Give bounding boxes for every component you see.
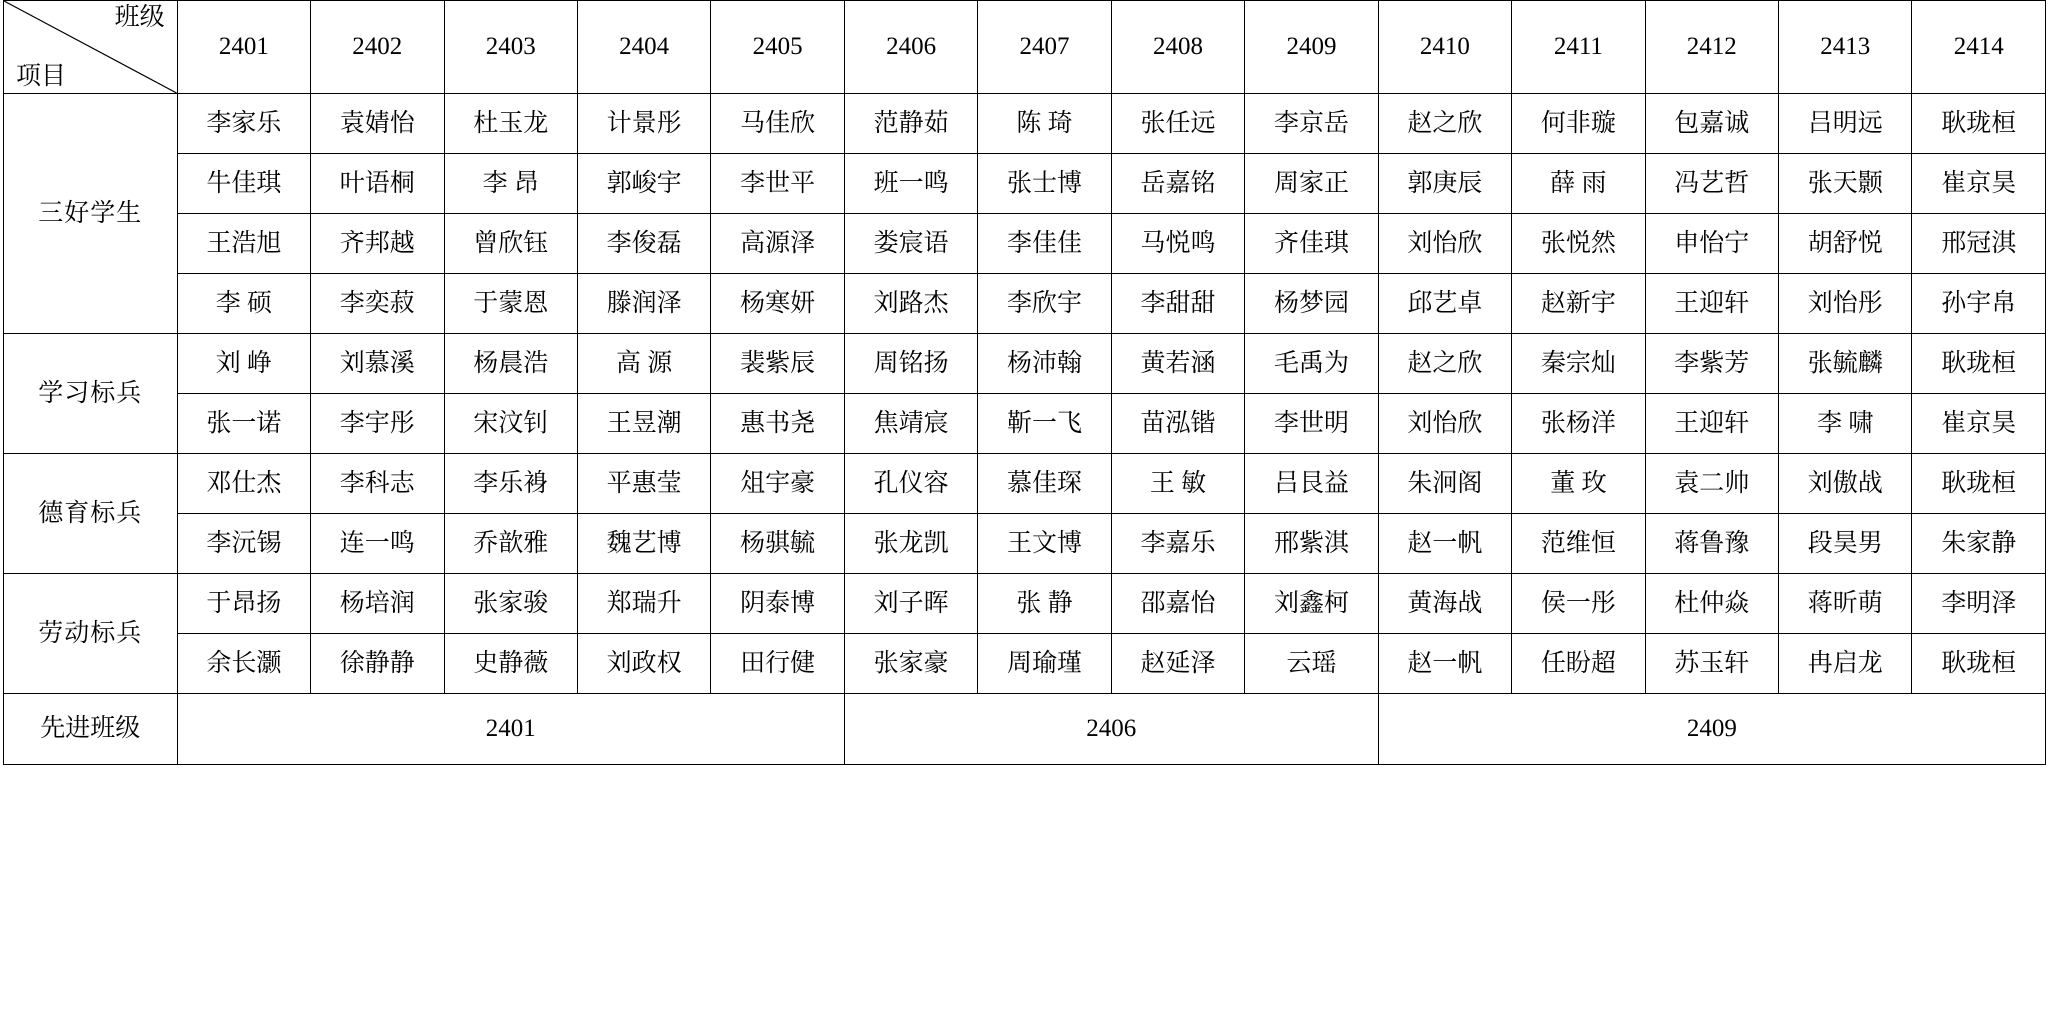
student-name-cell: 马悦鸣 — [1111, 214, 1244, 274]
student-name-cell: 薛 雨 — [1512, 154, 1645, 214]
student-name-cell: 杜仲焱 — [1645, 574, 1778, 634]
student-name-cell: 范静茹 — [844, 94, 977, 154]
student-name-cell: 耿珑桓 — [1912, 94, 2046, 154]
table-row — [4, 394, 2046, 454]
student-name-cell: 王 敏 — [1111, 454, 1244, 514]
student-name-cell: 段昊男 — [1779, 514, 1912, 574]
class-header-2413: 2413 — [1779, 1, 1912, 94]
advanced-class-value-1: 2406 — [844, 694, 1378, 765]
student-name-cell: 朱泂阁 — [1378, 454, 1511, 514]
advanced-class-label: 先进班级 — [4, 694, 178, 765]
student-name-cell: 杨晨浩 — [444, 334, 577, 394]
student-name-cell: 赵之欣 — [1378, 334, 1511, 394]
student-name-cell: 耿珑桓 — [1912, 634, 2046, 694]
student-name-cell: 娄宸语 — [844, 214, 977, 274]
advanced-class-value-2: 2409 — [1378, 694, 2045, 765]
student-name-cell: 张龙凯 — [844, 514, 977, 574]
student-name-cell: 叶语桐 — [311, 154, 444, 214]
student-name-cell: 刘慕溪 — [311, 334, 444, 394]
student-name-cell: 赵延泽 — [1111, 634, 1244, 694]
corner-class-label: 班级 — [114, 4, 165, 31]
student-name-cell: 史静薇 — [444, 634, 577, 694]
student-name-cell: 申怡宁 — [1645, 214, 1778, 274]
student-name-cell: 赵之欣 — [1378, 94, 1511, 154]
class-header-2410: 2410 — [1378, 1, 1511, 94]
student-name-cell: 赵新宇 — [1512, 274, 1645, 334]
student-name-cell: 张毓麟 — [1779, 334, 1912, 394]
student-name-cell: 苏玉轩 — [1645, 634, 1778, 694]
class-header-2407: 2407 — [978, 1, 1111, 94]
student-name-cell: 冯艺哲 — [1645, 154, 1778, 214]
student-name-cell: 耿珑桓 — [1912, 454, 2046, 514]
student-name-cell: 马佳欣 — [711, 94, 844, 154]
student-name-cell: 王昱潮 — [577, 394, 710, 454]
class-header-2404: 2404 — [577, 1, 710, 94]
student-name-cell: 蒋昕萌 — [1779, 574, 1912, 634]
corner-item-label: 项目 — [16, 62, 67, 90]
category-label-0: 三好学生 — [4, 94, 178, 334]
student-name-cell: 李紫芳 — [1645, 334, 1778, 394]
student-name-cell: 乔歆雅 — [444, 514, 577, 574]
table-row — [4, 574, 2046, 634]
table-row — [4, 634, 2046, 694]
class-header-2412: 2412 — [1645, 1, 1778, 94]
student-name-cell: 蒋鲁豫 — [1645, 514, 1778, 574]
student-name-cell: 崔京昊 — [1912, 394, 2046, 454]
student-name-cell: 曾欣钰 — [444, 214, 577, 274]
student-name-cell: 徐静静 — [311, 634, 444, 694]
table-header-row — [4, 1, 2046, 94]
table-row — [4, 94, 2046, 154]
student-name-cell: 黄海战 — [1378, 574, 1511, 634]
student-name-cell: 李世平 — [711, 154, 844, 214]
student-name-cell: 张士博 — [978, 154, 1111, 214]
student-name-cell: 孔仪容 — [844, 454, 977, 514]
student-name-cell: 李宇彤 — [311, 394, 444, 454]
table-row — [4, 214, 2046, 274]
student-name-cell: 杨培润 — [311, 574, 444, 634]
student-name-cell: 齐邦越 — [311, 214, 444, 274]
student-name-cell: 焦靖宸 — [844, 394, 977, 454]
student-name-cell: 吕明远 — [1779, 94, 1912, 154]
student-name-cell: 李 啸 — [1779, 394, 1912, 454]
student-name-cell: 范维恒 — [1512, 514, 1645, 574]
advanced-class-row — [4, 694, 2046, 765]
student-name-cell: 靳一飞 — [978, 394, 1111, 454]
student-name-cell: 李 昂 — [444, 154, 577, 214]
student-name-cell: 王浩旭 — [177, 214, 310, 274]
class-header-2414: 2414 — [1912, 1, 2046, 94]
class-header-2403: 2403 — [444, 1, 577, 94]
student-name-cell: 李明泽 — [1912, 574, 2046, 634]
student-name-cell: 田行健 — [711, 634, 844, 694]
student-name-cell: 杨骐毓 — [711, 514, 844, 574]
student-name-cell: 秦宗灿 — [1512, 334, 1645, 394]
student-name-cell: 李乐裑 — [444, 454, 577, 514]
student-name-cell: 俎宇豪 — [711, 454, 844, 514]
student-name-cell: 张 静 — [978, 574, 1111, 634]
student-name-cell: 李甜甜 — [1111, 274, 1244, 334]
class-header-2401: 2401 — [177, 1, 310, 94]
student-name-cell: 郑瑞升 — [577, 574, 710, 634]
student-name-cell: 裴紫辰 — [711, 334, 844, 394]
student-name-cell: 张一诺 — [177, 394, 310, 454]
student-name-cell: 平惠莹 — [577, 454, 710, 514]
student-name-cell: 刘路杰 — [844, 274, 977, 334]
student-name-cell: 滕润泽 — [577, 274, 710, 334]
table-row — [4, 514, 2046, 574]
student-name-cell: 陈 琦 — [978, 94, 1111, 154]
student-name-cell: 邢冠淇 — [1912, 214, 2046, 274]
category-label-3: 劳动标兵 — [4, 574, 178, 694]
student-name-cell: 王迎轩 — [1645, 274, 1778, 334]
student-name-cell: 张家豪 — [844, 634, 977, 694]
student-name-cell: 胡舒悦 — [1779, 214, 1912, 274]
student-name-cell: 杨沛翰 — [978, 334, 1111, 394]
student-name-cell: 侯一彤 — [1512, 574, 1645, 634]
student-name-cell: 李 硕 — [177, 274, 310, 334]
student-name-cell: 李家乐 — [177, 94, 310, 154]
student-name-cell: 赵一帆 — [1378, 634, 1511, 694]
student-name-cell: 李沅锡 — [177, 514, 310, 574]
student-name-cell: 李欣宇 — [978, 274, 1111, 334]
student-name-cell: 李嘉乐 — [1111, 514, 1244, 574]
class-header-2408: 2408 — [1111, 1, 1244, 94]
student-name-cell: 毛禹为 — [1245, 334, 1378, 394]
student-name-cell: 袁二帅 — [1645, 454, 1778, 514]
student-name-cell: 李京岳 — [1245, 94, 1378, 154]
student-name-cell: 刘政权 — [577, 634, 710, 694]
student-name-cell: 孙宇帛 — [1912, 274, 2046, 334]
student-name-cell: 计景彤 — [577, 94, 710, 154]
student-name-cell: 包嘉诚 — [1645, 94, 1778, 154]
category-label-1: 学习标兵 — [4, 334, 178, 454]
student-name-cell: 耿珑桓 — [1912, 334, 2046, 394]
student-name-cell: 任盼超 — [1512, 634, 1645, 694]
student-name-cell: 周瑜瑾 — [978, 634, 1111, 694]
student-name-cell: 阴泰博 — [711, 574, 844, 634]
student-name-cell: 齐佳琪 — [1245, 214, 1378, 274]
student-name-cell: 黄若涵 — [1111, 334, 1244, 394]
student-name-cell: 邢紫淇 — [1245, 514, 1378, 574]
student-name-cell: 宋汶钊 — [444, 394, 577, 454]
class-header-2409: 2409 — [1245, 1, 1378, 94]
student-name-cell: 邵嘉怡 — [1111, 574, 1244, 634]
student-name-cell: 云瑶 — [1245, 634, 1378, 694]
student-name-cell: 周家正 — [1245, 154, 1378, 214]
student-name-cell: 刘怡欣 — [1378, 394, 1511, 454]
student-name-cell: 魏艺博 — [577, 514, 710, 574]
class-header-2411: 2411 — [1512, 1, 1645, 94]
student-name-cell: 苗泓锴 — [1111, 394, 1244, 454]
table-row — [4, 274, 2046, 334]
student-name-cell: 张任远 — [1111, 94, 1244, 154]
student-name-cell: 王迎轩 — [1645, 394, 1778, 454]
student-name-cell: 牛佳琪 — [177, 154, 310, 214]
student-name-cell: 连一鸣 — [311, 514, 444, 574]
student-name-cell: 余长灏 — [177, 634, 310, 694]
student-name-cell: 何非璇 — [1512, 94, 1645, 154]
student-name-cell: 郭庚辰 — [1378, 154, 1511, 214]
student-name-cell: 刘鑫柯 — [1245, 574, 1378, 634]
student-name-cell: 岳嘉铭 — [1111, 154, 1244, 214]
student-name-cell: 李科志 — [311, 454, 444, 514]
student-name-cell: 邓仕杰 — [177, 454, 310, 514]
student-name-cell: 李世明 — [1245, 394, 1378, 454]
student-name-cell: 高源泽 — [711, 214, 844, 274]
student-name-cell: 杨梦园 — [1245, 274, 1378, 334]
category-label-2: 德育标兵 — [4, 454, 178, 574]
student-name-cell: 班一鸣 — [844, 154, 977, 214]
table-row — [4, 154, 2046, 214]
student-name-cell: 李奕菽 — [311, 274, 444, 334]
student-name-cell: 李佳佳 — [978, 214, 1111, 274]
student-name-cell: 张悦然 — [1512, 214, 1645, 274]
student-name-cell: 杜玉龙 — [444, 94, 577, 154]
student-name-cell: 高 源 — [577, 334, 710, 394]
student-name-cell: 邱艺卓 — [1378, 274, 1511, 334]
advanced-class-value-0: 2401 — [177, 694, 844, 765]
student-name-cell: 杨寒妍 — [711, 274, 844, 334]
class-header-2402: 2402 — [311, 1, 444, 94]
class-header-2405: 2405 — [711, 1, 844, 94]
header-corner-cell — [4, 1, 178, 94]
table-row — [4, 334, 2046, 394]
student-name-cell: 吕艮益 — [1245, 454, 1378, 514]
student-name-cell: 刘 峥 — [177, 334, 310, 394]
table-row — [4, 454, 2046, 514]
student-name-cell: 慕佳琛 — [978, 454, 1111, 514]
student-name-cell: 郭峻宇 — [577, 154, 710, 214]
student-name-cell: 刘傲战 — [1779, 454, 1912, 514]
student-name-cell: 冉启龙 — [1779, 634, 1912, 694]
student-name-cell: 张杨洋 — [1512, 394, 1645, 454]
student-name-cell: 张天颢 — [1779, 154, 1912, 214]
student-name-cell: 刘怡欣 — [1378, 214, 1511, 274]
student-name-cell: 李俊磊 — [577, 214, 710, 274]
student-name-cell: 周铭扬 — [844, 334, 977, 394]
student-name-cell: 于蒙恩 — [444, 274, 577, 334]
class-header-2406: 2406 — [844, 1, 977, 94]
student-name-cell: 董 玫 — [1512, 454, 1645, 514]
student-name-cell: 刘子晖 — [844, 574, 977, 634]
student-name-cell: 刘怡彤 — [1779, 274, 1912, 334]
student-name-cell: 朱家静 — [1912, 514, 2046, 574]
student-name-cell: 王文博 — [978, 514, 1111, 574]
student-name-cell: 崔京昊 — [1912, 154, 2046, 214]
student-name-cell: 袁婧怡 — [311, 94, 444, 154]
award-table — [3, 0, 2046, 765]
student-name-cell: 张家骏 — [444, 574, 577, 634]
student-name-cell: 赵一帆 — [1378, 514, 1511, 574]
student-name-cell: 于昂扬 — [177, 574, 310, 634]
student-name-cell: 惠书尧 — [711, 394, 844, 454]
